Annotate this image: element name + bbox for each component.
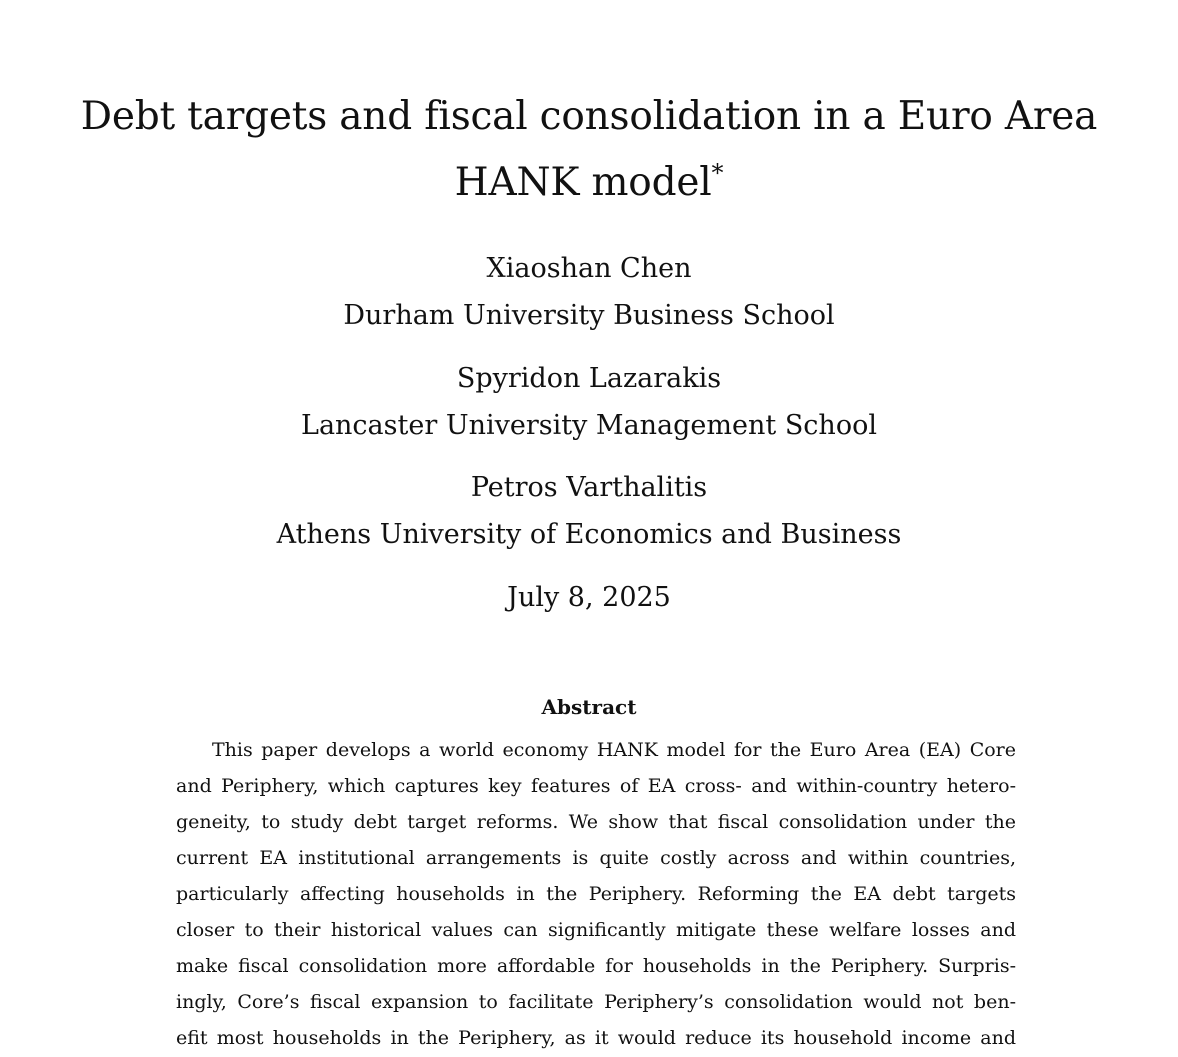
paper-title-line-2: HANK model [454,160,712,205]
abstract-line: make fiscal consolidation more affordable for households in the Periphery. Surpris- [176,955,1016,977]
abstract-line: ingly, Core’s fiscal expansion to facilitate Periphery’s consolidation would not ben- [176,991,1016,1013]
paper-title [0,84,1178,216]
abstract-line: closer to their historical values can significantly mitigate these welfare losses and [176,919,1016,941]
abstract-body [176,732,1016,1056]
abstract-line: particularly affecting households in the Periphery. Reforming the EA debt targets [176,883,1016,905]
abstract-line: and Periphery, which captures key features of EA cross- and within-country hetero- [176,775,1016,797]
paper-title-line-1: Debt targets and fiscal consolidation in a Euro Area [80,94,1098,139]
author-block-3 [0,464,1178,558]
title-footnote-mark: * [711,159,724,187]
author-name: Spyridon Lazarakis [456,363,722,394]
author-name: Petros Varthalitis [470,472,708,503]
author-block-1 [0,245,1178,339]
abstract-line: geneity, to study debt target reforms. We show that fiscal consolidation under the [176,811,1016,833]
author-name: Xiaoshan Chen [486,253,692,284]
abstract-line: This paper develops a world economy HANK model for the Euro Area (EA) Core [212,739,1016,761]
author-affiliation: Durham University Business School [343,300,835,331]
abstract-line: current EA institutional arrangements is quite costly across and within countries, [176,847,1016,869]
author-block-2 [0,355,1178,449]
author-affiliation: Athens University of Economics and Business [276,519,902,550]
paper-date: July 8, 2025 [507,582,671,613]
abstract-line: efit most households in the Periphery, as it would reduce its household income and [176,1027,1016,1049]
author-affiliation: Lancaster University Management School [301,410,877,441]
abstract-heading: Abstract [541,695,637,719]
